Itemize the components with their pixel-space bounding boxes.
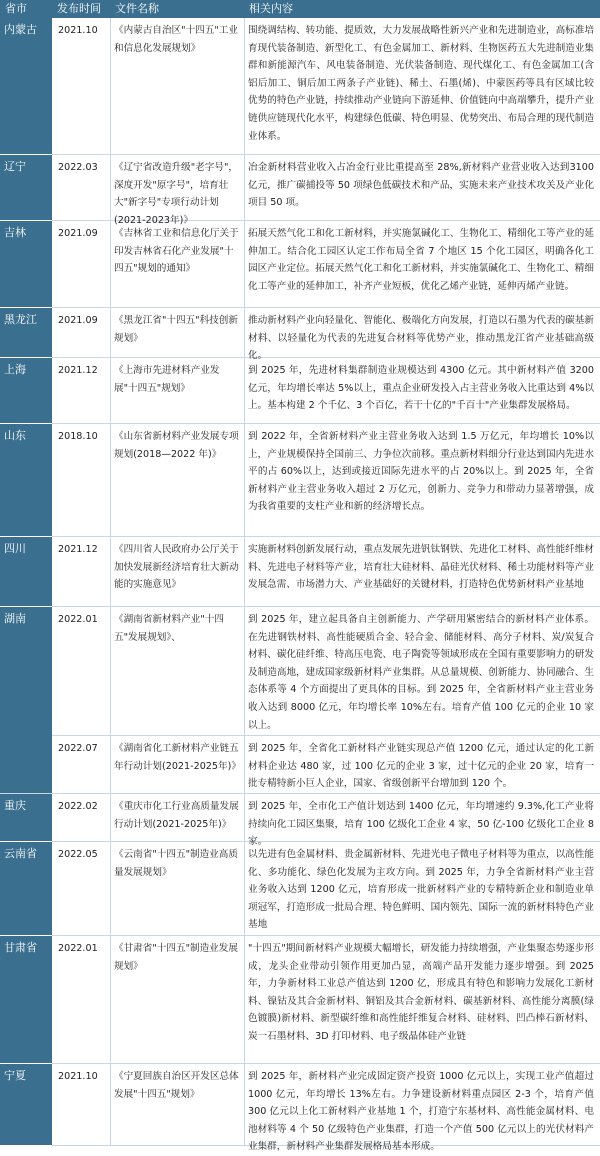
date-cell: 2021.12 <box>58 544 98 555</box>
content-cell: "十四五"期间新材料产业规模大幅增长，研发能力持续增强，产业集聚态势逐步形成，龙头企业带动引领作用更加凸显，高端产品开发能力逐步增强。到 2025 年，力争新材料工业总产值达到 1200 亿，形成具有特色和影响力发展化工新材料、镍钴及其合金新材料、铜铝及其合金新材料、碳基新材料、高性能分离膜(绿色镀膜)新材料、新型碳纤维和高性能纤维复合材料、硅材料、凹凸棒石新材料、炭一石墨材料、3D 打印材料、电子级晶体硅产业链 <box>248 943 594 1042</box>
content-cell: 以先进有色金属材料、贵金属新材料、先进光电子微电子材料等为重点，以高性能化、多功能化、绿色化发展为主攻方向。到 2025 年，力争全省新材料产业主营业务收入达到 1200 亿元，培育形成一批新材料产业的专精特新企业和制造业单项冠军，打造形成一批局合理、特色鲜明、国内领先、国际一流的新材料特色产业基地 <box>248 849 594 931</box>
date-cell: 2022.03 <box>58 162 98 173</box>
column-divider <box>244 18 245 1146</box>
content-cell: 到 2025 年，建立起具备自主创新能力、产学研用紧密结合的新材料产业体系。在先进钢铁材料、高性能硬质合金、轻合金、储能材料、高分子材料、炭/炭复合材料、碳化硅纤维、特高压电瓷、电子陶瓷等领域形成在全国有重要影响力的研发及制造高地，建成国家级新材料产业集群。从总量规模、创新能力、协同融合、生态体系等 4 个方面提出了更具体的目标。到 2025 年，全省新材料产业主营业务收入达到 8000 亿元，年均增长率 10%左右。培育产值 100 亿元的企业 10 家以上。 <box>248 614 594 731</box>
content-cell: 到 2022 年，全省新材料产业主营业务收入达到 1.5 万亿元，年均增长 10%以上，产业规模保持全国前三、力争位次前移。重点新材料细分行业达到国内先进水平的占 60%以上，达到或接近国际先进水平的占 20%以上。到 2025 年，全省新材料产业主营业务收入超过 2 万亿元，创新力、竞争力和带动力显著增强，成为我省重要的支柱产业和新的经济增长点。 <box>248 431 594 513</box>
document-name-cell: 《上海市先进材料产业发展"十四五"规划》 <box>114 365 220 394</box>
content-cell: 冶金新材料营业收入占冶金行业比重提高至 28%,新材料产业营业收入达到3100 亿元，推广碳捕投等 50 项绿色低碳技术和产品，实施未来产业技术攻关及产业化项目 50 项。 <box>248 162 594 209</box>
date-cell: 2022.05 <box>58 849 98 860</box>
date-cell: 2021.12 <box>58 365 98 376</box>
document-name-cell: 《吉林省工业和信息化厅关于印发吉林省石化产业发展"十四五"规划的通知》 <box>114 228 239 275</box>
document-name-cell: 《湖南省化工新材料产业链五年行动计划(2021-2025年)》 <box>114 743 241 772</box>
province-cell: 山东 <box>0 424 52 537</box>
date-cell: 2021.09 <box>58 315 98 326</box>
document-name-cell: 《湖南省新材料产业"十四五"发展规划》、 <box>114 614 224 643</box>
content-cell: 拓展天然气化工和化工新材料，并实施氯碱化工、生物化工、精细化工等产业的延伸加工。结合化工园区认定工作布局全省 7 个地区 15 个化工园区，明确各化工园区产业定位。拓展天然气化工和化工新材料，并实施氯碱化工、生物化工、精细化工等产业的延伸加工，补齐产业短板，优化乙烯产业链，延伸丙烯产业链。 <box>248 228 594 292</box>
province-cell: 湖南 <box>0 607 52 794</box>
content-cell: 到 2025 年，全市化工产值计划达到 1400 亿元，年均增速约 9.3%,化工产业将持续向化工园区集聚，培育 100 亿级化工企业 4 家，50 亿-100 亿级化工企业 8 家。 <box>248 801 594 848</box>
column-divider <box>110 18 111 1146</box>
document-name-cell: 《内蒙古自治区"十四五"工业和信息化发展规划》 <box>114 25 238 54</box>
date-cell: 2022.01 <box>58 614 98 625</box>
document-name-cell: 《宁夏回族自治区开发区总体发展"十四五"规划》 <box>114 1071 239 1100</box>
province-cell: 甘肃省 <box>0 936 52 1064</box>
document-name-cell: 《甘肃省"十四五"制造业发展规划》 <box>114 943 238 972</box>
document-name-cell: 《黑龙江省"十四五"科技创新规划》 <box>114 315 238 344</box>
header-content: 相关内容 <box>249 2 293 15</box>
province-cell: 吉林 <box>0 221 52 308</box>
document-name-cell: 《山东省新材料产业发展专项规划(2018—2022 年)》 <box>114 431 239 460</box>
date-cell: 2022.02 <box>58 801 98 812</box>
content-cell: 到 2025 年，全省化工新材料产业链实现总产值 1200 亿元，通过认定的化工新材料企业达 480 家，过 100 亿元的企业 3 家，过十亿元的企业 20 家，培育一批专精特新小巨人企业，国家、省级创新平台增加到 120 个。 <box>248 743 594 790</box>
province-cell: 内蒙古 <box>0 18 52 155</box>
date-cell: 2021.10 <box>58 25 98 36</box>
province-cell: 上海 <box>0 358 52 424</box>
date-cell: 2022.01 <box>58 943 98 954</box>
header-doc: 文件名称 <box>115 2 159 15</box>
table-header <box>0 0 600 18</box>
document-name-cell: 《四川省人民政府办公厅关于加快发展新经济培育壮大新动能的实施意见》 <box>114 544 239 591</box>
province-cell: 云南省 <box>0 842 52 936</box>
content-cell: 推动新材料产业向轻量化、智能化、极端化方向发展，打造以石墨为代表的碳基新材料、以轻量化为代表的先进复合材料等优势产业，推动黑龙江省产业基础高级化。 <box>248 315 594 362</box>
content-cell: 到 2025 年，新材料产业完成固定资产投资 1000 亿元以上，实现工业产值超过 1000 亿元，年均增长 13%左右。力争建设新材料重点园区 2-3 个，培育产值 300 亿元以上化工新材料产业基地 1 个，打造宁东基材料、高性能金属材料、电池材料等 4 个 50 亿级特色产业集群，打造一个产值 500 亿元以上的光伏材料产业集群，新材料产业集群发展格局基本形成。 <box>248 1071 594 1153</box>
content-cell: 到 2025 年，先进材料集群制造业规模达到 4300 亿元。其中新材料产值 3200 亿元，年均增长率达 5%以上，重点企业研发投入占主营业务收入比重达到 4%以上。基本构建 2 个千亿、3 个百亿，若干十亿的"千百十"产业集群发展格局。 <box>248 365 594 412</box>
province-cell: 重庆 <box>0 794 52 842</box>
document-name-cell: 《重庆市化工行业高质量发展行动计划(2021-2025年)》 <box>114 801 239 830</box>
date-cell: 2018.10 <box>58 431 98 442</box>
header-date: 发布时间 <box>57 2 101 15</box>
document-name-cell: 《云南省"十四五"制造业高质量发展规划》 <box>114 849 238 878</box>
content-cell: 围绕调结构、转功能、提质效，大力发展战略性新兴产业和先进制造业，高标准培育现代装备制造、新型化工、有色金属加工、新材料、生物医药五大先进制造业集群和新能源汽车、风电装备制造、光伏装备制造、现代煤化工、有色金属加工(含铝后加工、铜后加工两条子产业链)、稀土、石墨(烯)、中蒙医药等具有区域比较优势的特色产业链，持续推动产业链向下游延伸、价值链向中高端攀升，提升产业链供应链现代化水平，构建绿色低碳、特色明显、优势突出、布局合理的现代制造业体系。 <box>248 25 594 142</box>
date-cell: 2022.07 <box>58 743 98 754</box>
date-cell: 2021.10 <box>58 1071 98 1082</box>
date-cell: 2021.09 <box>58 228 98 239</box>
province-cell: 辽宁 <box>0 155 52 221</box>
province-cell: 宁夏 <box>0 1064 52 1146</box>
header-province: 省市 <box>5 2 27 15</box>
province-cell: 四川 <box>0 537 52 607</box>
province-cell: 黑龙江 <box>0 308 52 358</box>
document-name-cell: 《辽宁省改造升级"老字号"，深度开发"原字号"，培育壮大"新字号"专项行动计划(2021-2023年)》 <box>114 162 238 226</box>
content-cell: 实施新材料创新发展行动，重点发展先进钒钛钢铁、先进化工材料、高性能纤维材料、先进电子材料等产业，培育壮大硅材料、晶硅光伏材料、稀土功能材料等产业发展急需、市场潜力大、产业基础好的关键材料，打造特色优势新材料产业基地 <box>248 544 594 591</box>
